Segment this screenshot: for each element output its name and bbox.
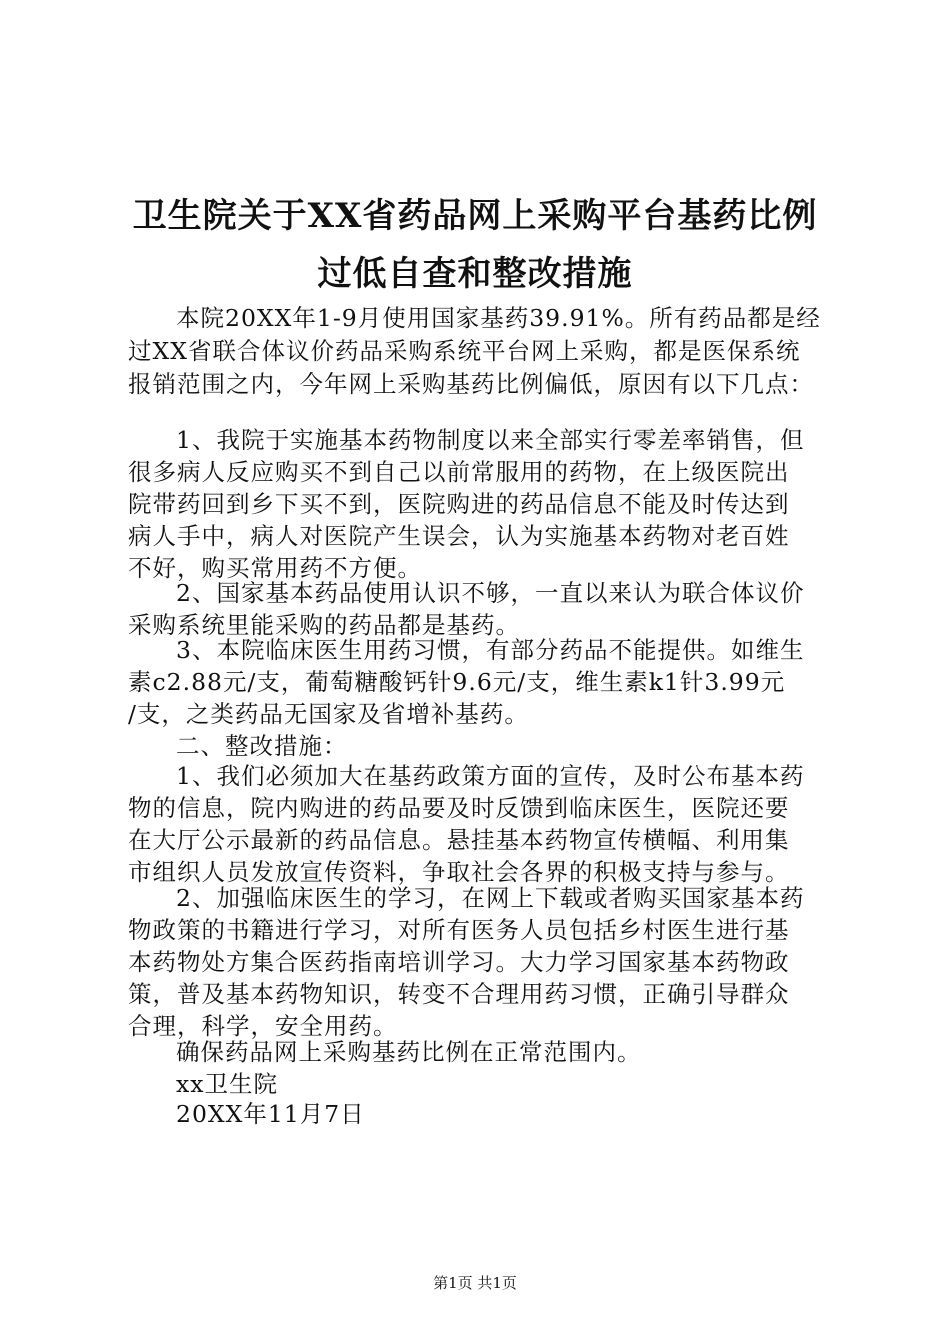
page-title-line-1: 卫生院关于XX省药品网上采购平台基药比例: [132, 196, 818, 236]
text-line: 物政策的书籍进行学习，对所有医务人员包括乡村医生进行基: [128, 916, 790, 944]
text-line: 在大厅公示最新的药品信息。悬挂基本药物宣传横幅、利用集: [128, 826, 790, 854]
text-line: 市组织人员发放宣传资料，争取社会各界的积极支持与参与。: [128, 858, 790, 886]
text-line: 很多病人反应购买不到自己以前常服用的药物，在上级医院出: [128, 458, 790, 486]
text-line: /支，之类药品无国家及省增补基药。: [128, 700, 529, 728]
text-line: 过XX省联合体议价药品采购系统平台网上采购，都是医保系统: [128, 337, 801, 365]
text-line: 2、加强临床医生的学习，在网上下载或者购买国家基本药: [176, 884, 805, 912]
text-line: 院带药回到乡下买不到，医院购进的药品信息不能及时传达到: [128, 490, 790, 518]
text-line: 1、我院于实施基本药物制度以来全部实行零差率销售，但: [176, 426, 805, 454]
text-line: 本院20XX年1-9月使用国家基药39.91%。所有药品都是经: [176, 304, 821, 332]
text-line: 本药物处方集合医药指南培训学习。大力学习国家基本药物政: [128, 948, 790, 976]
text-line: 素c2.88元/支，葡萄糖酸钙针9.6元/支，维生素k1针3.99元: [128, 668, 786, 696]
page-title-line-2: 过低自查和整改措施: [317, 254, 633, 294]
text-line: 二、整改措施：: [176, 732, 348, 760]
text-line: 采购系统里能采购的药品都是基药。: [128, 611, 520, 639]
text-line: 3、本院临床医生用药习惯，有部分药品不能提供。如维生: [176, 636, 805, 664]
text-line: 报销范围之内，今年网上采购基药比例偏低，原因有以下几点：: [128, 370, 814, 398]
text-line: 病人手中，病人对医院产生误会，认为实施基本药物对老百姓: [128, 522, 790, 550]
text-line: 确保药品网上采购基药比例在正常范围内。: [176, 1038, 642, 1066]
text-line: 1、我们必须加大在基药政策方面的宣传，及时公布基本药: [176, 762, 805, 790]
text-line: 合理，科学，安全用药。: [128, 1012, 398, 1040]
page-footer: 第1页 共1页: [433, 1274, 517, 1292]
text-line: 2、国家基本药品使用认识不够，一直以来认为联合体议价: [176, 579, 805, 607]
text-line: 物的信息，院内购进的药品要及时反馈到临床医生，医院还要: [128, 794, 790, 822]
signature-date: 20XX年11月7日: [176, 1100, 365, 1128]
text-line: 不好，购买常用药不方便。: [128, 554, 422, 582]
signature-org: xx卫生院: [176, 1070, 279, 1098]
text-line: 策，普及基本药物知识，转变不合理用药习惯，正确引导群众: [128, 980, 790, 1008]
